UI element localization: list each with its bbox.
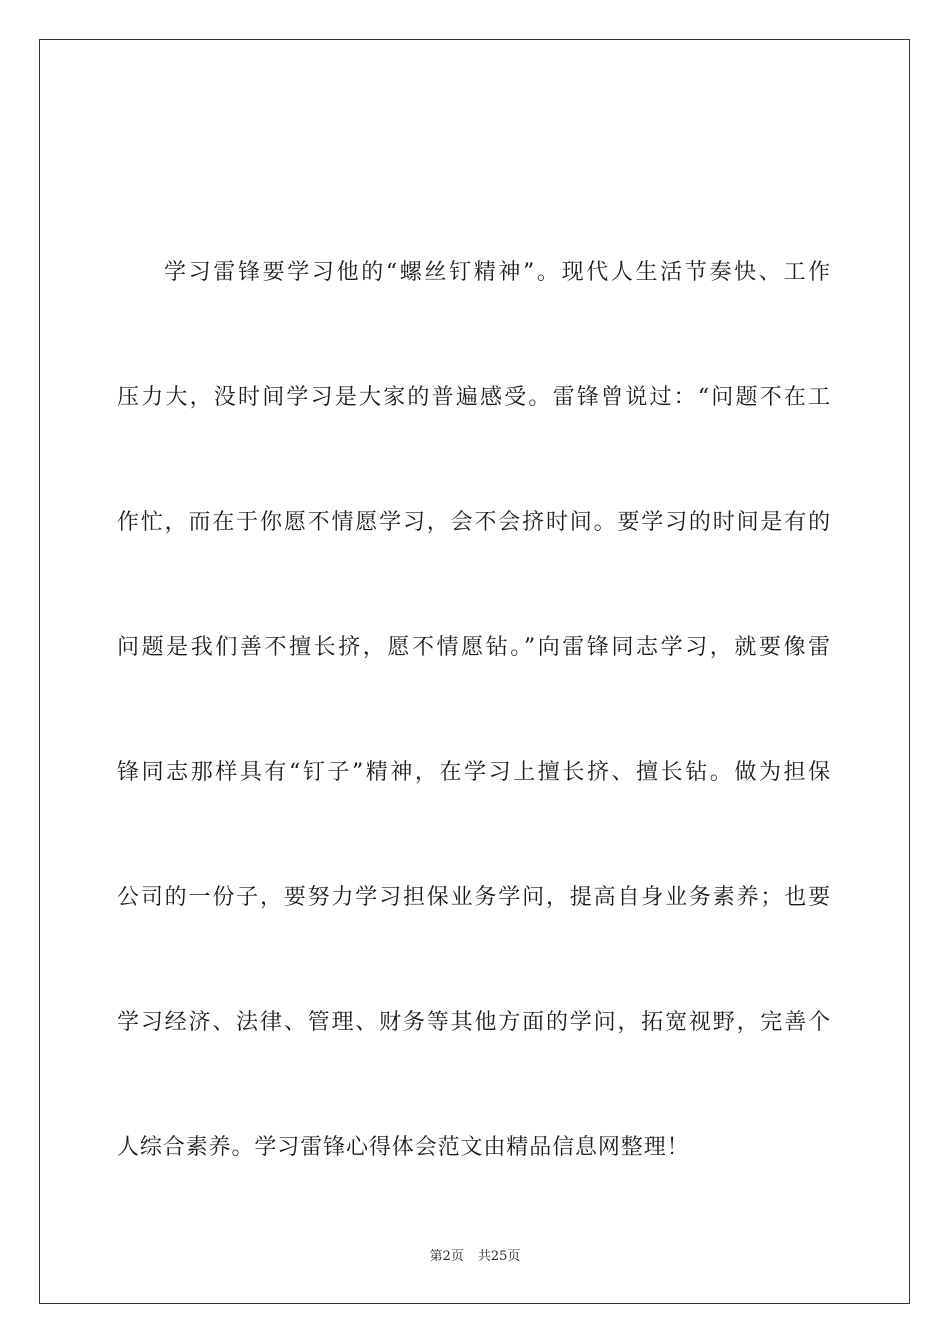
paragraph-line: 问题是我们善不擅长挤，愿不情愿钻。”向雷锋同志学习，就要像雷 [117,635,831,660]
paragraph-line: 学习雷锋要学习他的“螺丝钉精神”。现代人生活节奏快、工作 [164,260,831,285]
page-number: 第2页 [429,1249,464,1264]
page-total: 共25页 [477,1249,521,1264]
paragraph-line: 锋同志那样具有“钉子”精神，在学习上擅长挤、擅长钻。做为担保 [117,760,831,785]
paragraph-line: 作忙，而在于你愿不情愿学习，会不会挤时间。要学习的时间是有的 [117,510,831,535]
page-footer [0,1249,950,1265]
paragraph-line: 公司的一份子，要努力学习担保业务学问，提高自身业务素养；也要 [117,885,831,910]
page-frame [39,39,910,1304]
paragraph-line: 学习经济、法律、管理、财务等其他方面的学问，拓宽视野，完善个 [117,1010,831,1035]
paragraph-line: 压力大，没时间学习是大家的普遍感受。雷锋曾说过：“问题不在工 [117,385,831,410]
paragraph-line: 人综合素养。学习雷锋心得体会范文由精品信息网整理！ [117,1135,690,1160]
